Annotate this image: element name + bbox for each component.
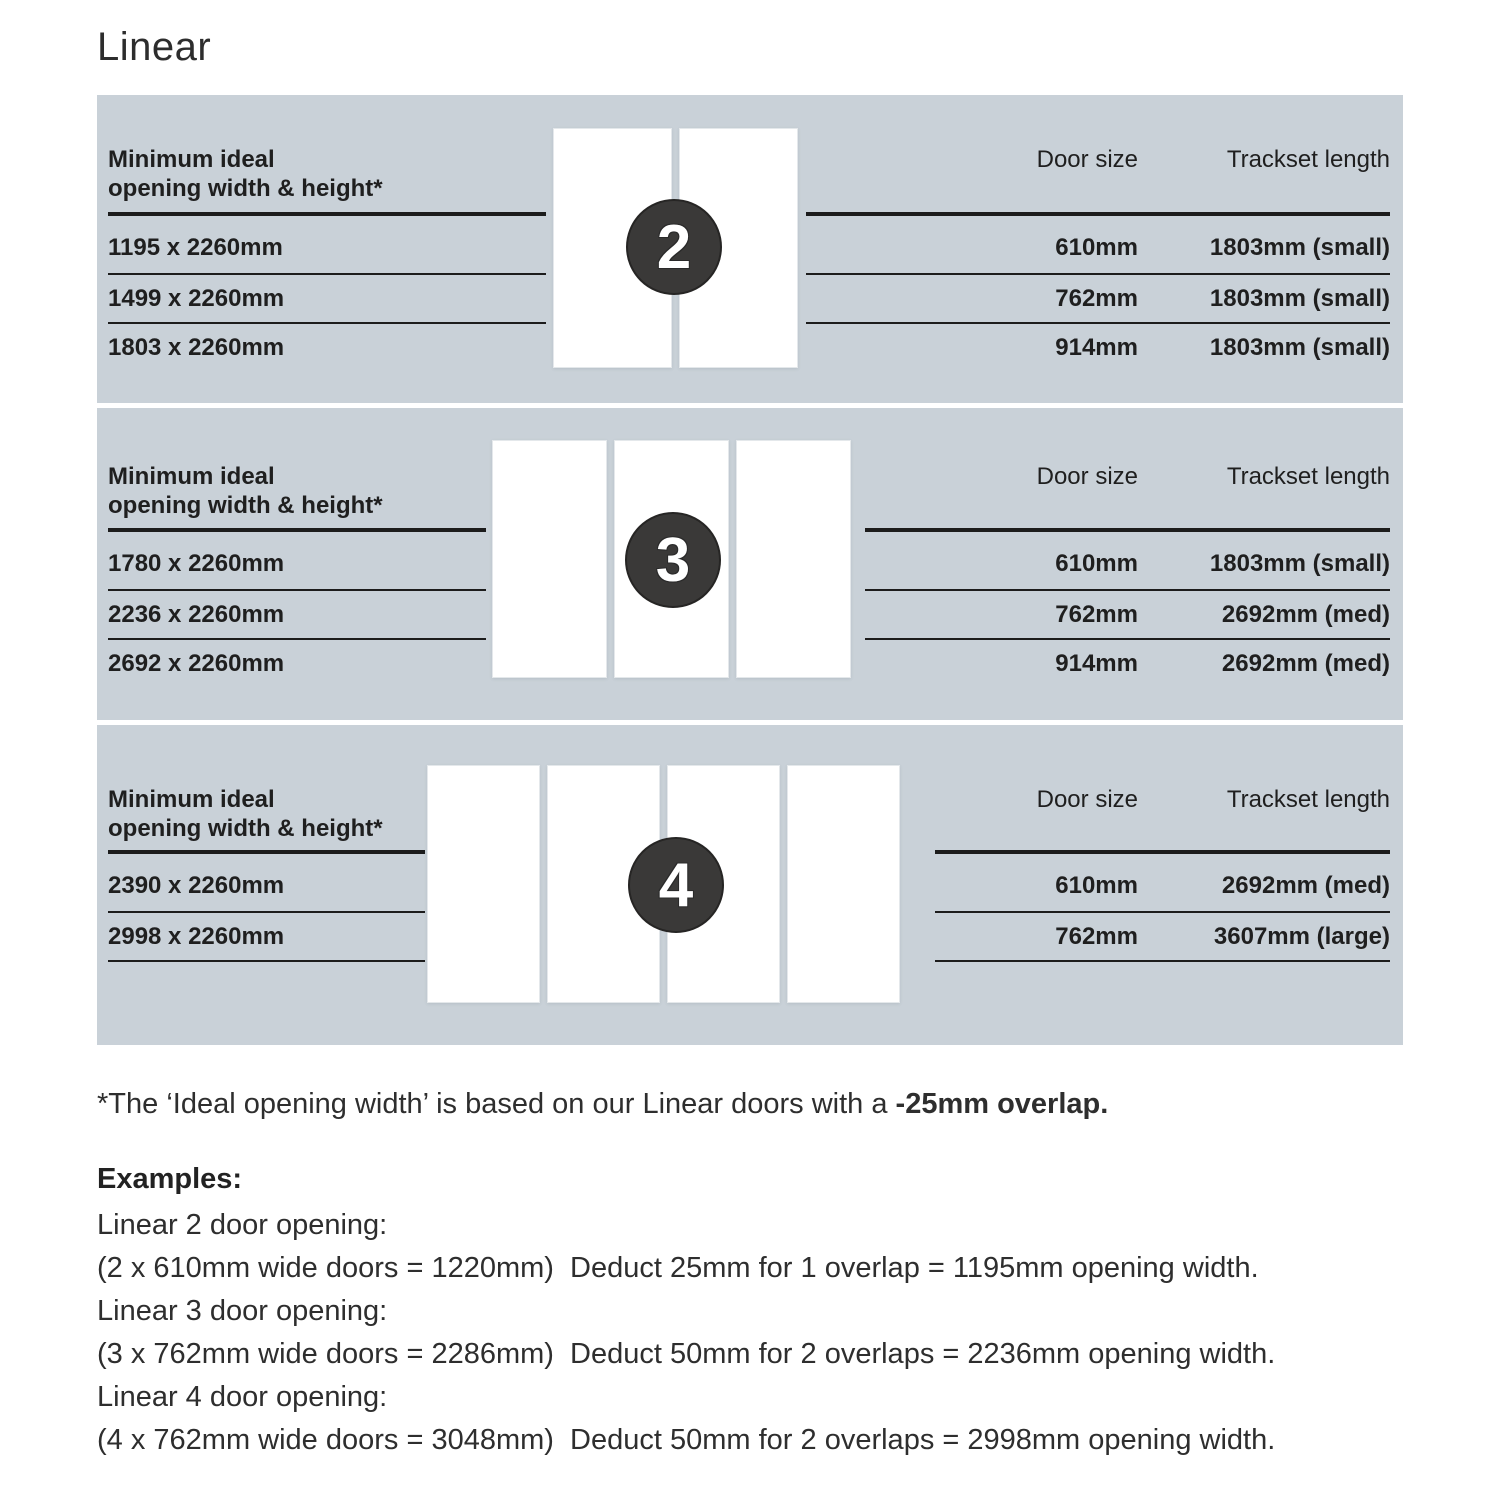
opening-size-value: 1195 x 2260mm bbox=[108, 234, 283, 261]
table-row bbox=[935, 854, 1390, 911]
table-row bbox=[806, 275, 1390, 322]
opening-size-header-line2: opening width & height* bbox=[108, 492, 383, 519]
example-line: Linear 3 door opening: bbox=[97, 1295, 388, 1327]
table-rule bbox=[108, 960, 425, 962]
page-title: Linear bbox=[97, 25, 212, 69]
overlap-footnote bbox=[97, 1088, 1108, 1121]
table-row bbox=[806, 216, 1390, 273]
example-line: (2 x 610mm wide doors = 1220mm) Deduct 25mm for 1 overlap = 1195mm opening width. bbox=[97, 1252, 1259, 1284]
opening-size-value: 2998 x 2260mm bbox=[108, 923, 285, 950]
door-count-badge: 4 bbox=[628, 837, 724, 933]
opening-size-header bbox=[108, 408, 486, 528]
linear-4-door-section bbox=[97, 725, 1403, 1045]
door-panel bbox=[736, 440, 851, 678]
opening-size-table-2door bbox=[108, 95, 546, 371]
opening-size-header-line2: opening width & height* bbox=[108, 175, 383, 202]
opening-size-value: 2692 x 2260mm bbox=[108, 650, 285, 677]
trackset-length-column-header: Trackset length bbox=[1226, 786, 1390, 813]
footnote-bold-text: -25mm overlap. bbox=[895, 1088, 1109, 1120]
trackset-length-column-header: Trackset length bbox=[1226, 146, 1390, 173]
examples-heading: Examples: bbox=[97, 1163, 243, 1195]
opening-size-table-3door bbox=[108, 408, 486, 687]
trackset-length-value: 1803mm (small) bbox=[1209, 550, 1390, 577]
opening-size-value: 1803 x 2260mm bbox=[108, 334, 285, 361]
door-size-value: 610mm bbox=[1055, 234, 1138, 261]
example-line: Linear 2 door opening: bbox=[97, 1209, 388, 1241]
opening-size-table-4door bbox=[108, 725, 425, 962]
door-panel bbox=[427, 765, 540, 1003]
opening-size-header-line1: Minimum ideal bbox=[108, 786, 275, 813]
door-size-value: 914mm bbox=[1055, 650, 1138, 677]
example-line: (3 x 762mm wide doors = 2286mm) Deduct 50mm for 2 overlaps = 2236mm opening width. bbox=[97, 1338, 1276, 1370]
door-size-table-2door bbox=[806, 95, 1390, 371]
door-size-table-header bbox=[865, 408, 1390, 528]
door-size-value: 914mm bbox=[1055, 334, 1138, 361]
opening-size-value: 1780 x 2260mm bbox=[108, 550, 285, 577]
opening-size-value: 1499 x 2260mm bbox=[108, 285, 285, 312]
example-line: Linear 4 door opening: bbox=[97, 1381, 388, 1413]
door-size-table-header bbox=[935, 725, 1390, 850]
opening-size-header bbox=[108, 725, 425, 850]
opening-size-header-line1: Minimum ideal bbox=[108, 146, 275, 173]
door-count-badge: 3 bbox=[625, 512, 721, 608]
door-size-value: 762mm bbox=[1055, 601, 1138, 628]
trackset-length-column-header: Trackset length bbox=[1226, 463, 1390, 490]
door-size-value: 762mm bbox=[1055, 285, 1138, 312]
table-row bbox=[865, 591, 1390, 638]
trackset-length-value: 1803mm (small) bbox=[1209, 334, 1390, 361]
door-size-value: 610mm bbox=[1055, 550, 1138, 577]
table-row bbox=[806, 324, 1390, 371]
door-count-badge: 2 bbox=[626, 199, 722, 295]
opening-size-header bbox=[108, 95, 546, 212]
door-size-table-4door bbox=[935, 725, 1390, 962]
table-row bbox=[865, 532, 1390, 589]
size-guide-panel bbox=[97, 95, 1403, 1045]
opening-size-value: 2390 x 2260mm bbox=[108, 872, 285, 899]
trackset-length-value: 2692mm (med) bbox=[1221, 601, 1390, 628]
door-size-column-header: Door size bbox=[1036, 463, 1138, 490]
table-row bbox=[865, 640, 1390, 687]
linear-3-door-section bbox=[97, 408, 1403, 720]
opening-size-value: 2236 x 2260mm bbox=[108, 601, 285, 628]
trackset-length-value: 1803mm (small) bbox=[1209, 234, 1390, 261]
table-row bbox=[935, 913, 1390, 960]
door-size-column-header: Door size bbox=[1036, 146, 1138, 173]
opening-size-header-line2: opening width & height* bbox=[108, 815, 383, 842]
door-size-table-3door bbox=[865, 408, 1390, 687]
examples-list bbox=[97, 1204, 1275, 1462]
door-panel bbox=[492, 440, 607, 678]
trackset-length-value: 1803mm (small) bbox=[1209, 285, 1390, 312]
door-size-column-header: Door size bbox=[1036, 786, 1138, 813]
linear-2-door-section bbox=[97, 95, 1403, 403]
table-rule bbox=[935, 960, 1390, 962]
door-size-value: 610mm bbox=[1055, 872, 1138, 899]
opening-size-header-line1: Minimum ideal bbox=[108, 463, 275, 490]
trackset-length-value: 2692mm (med) bbox=[1221, 872, 1390, 899]
door-size-value: 762mm bbox=[1055, 923, 1138, 950]
footnote-text: *The ‘Ideal opening width’ is based on our Linear doors with a bbox=[97, 1088, 896, 1120]
trackset-length-value: 3607mm (large) bbox=[1213, 923, 1390, 950]
trackset-length-value: 2692mm (med) bbox=[1221, 650, 1390, 677]
door-panel bbox=[787, 765, 900, 1003]
door-size-table-header bbox=[806, 95, 1390, 212]
example-line: (4 x 762mm wide doors = 3048mm) Deduct 50mm for 2 overlaps = 2998mm opening width. bbox=[97, 1424, 1276, 1456]
